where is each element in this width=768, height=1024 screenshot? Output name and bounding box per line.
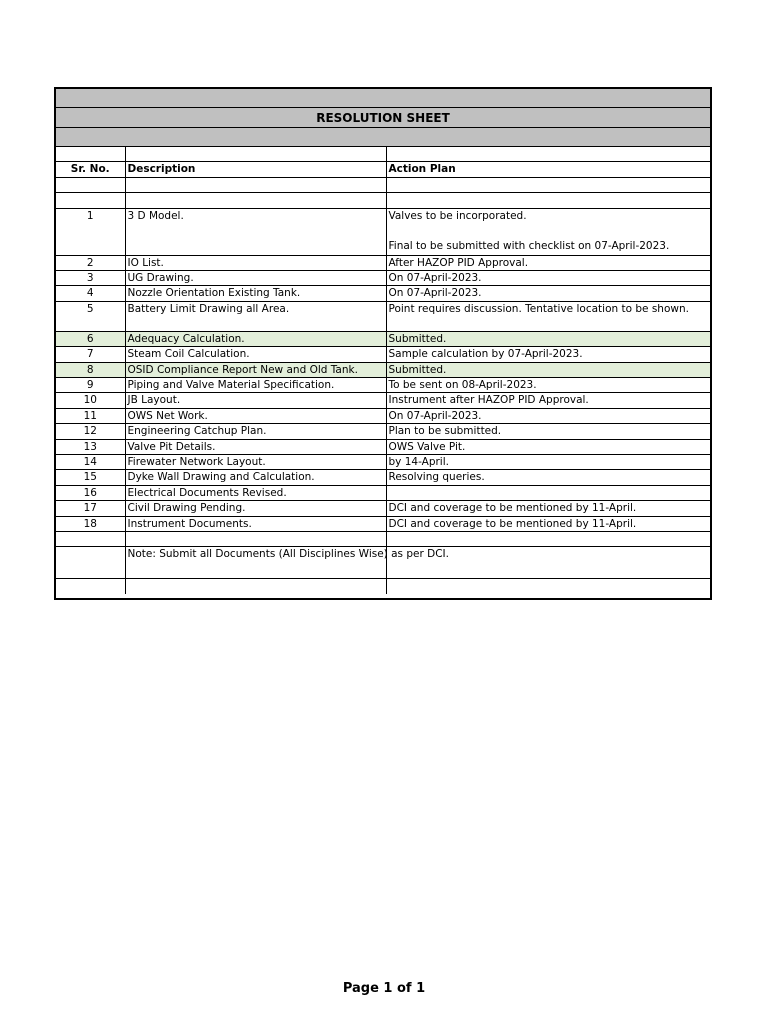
sr-cell: 17 <box>56 501 125 516</box>
table-row <box>56 455 710 470</box>
action-plan-cell: On 07-April-2023. <box>386 286 710 301</box>
table-row <box>56 255 710 270</box>
page-number: Page 1 of 1 <box>342 981 426 996</box>
sr-cell: 15 <box>56 470 125 485</box>
table-row <box>56 424 710 439</box>
description-cell: 3 D Model. <box>125 208 386 255</box>
col-header-sr: Sr. No. <box>56 162 125 177</box>
col-header-action-plan: Action Plan <box>386 162 710 177</box>
sr-cell: 4 <box>56 286 125 301</box>
note-text: Note: Submit all Documents (All Disciplines Wise) as per DCI. <box>125 547 386 579</box>
action-plan-cell <box>386 485 710 500</box>
resolution-table <box>56 147 710 594</box>
description-cell: Firewater Network Layout. <box>125 455 386 470</box>
action-plan-cell <box>386 208 710 255</box>
sr-cell: 16 <box>56 485 125 500</box>
description-cell: OWS Net Work. <box>125 408 386 423</box>
action-plan-cell: On 07-April-2023. <box>386 270 710 285</box>
description-cell: IO List. <box>125 255 386 270</box>
table-row <box>56 516 710 531</box>
sr-cell: 11 <box>56 408 125 423</box>
action-plan-cell: by 14-April. <box>386 455 710 470</box>
description-cell: OSID Compliance Report New and Old Tank. <box>125 362 386 377</box>
blank-row <box>56 579 710 594</box>
sr-cell: 3 <box>56 270 125 285</box>
sr-cell: 6 <box>56 331 125 346</box>
description-cell: JB Layout. <box>125 393 386 408</box>
action-plan-cell: Instrument after HAZOP PID Approval. <box>386 393 710 408</box>
action-plan-cell: Submitted. <box>386 362 710 377</box>
sr-cell: 18 <box>56 516 125 531</box>
description-cell: Engineering Catchup Plan. <box>125 424 386 439</box>
header-band-top <box>56 89 710 108</box>
table-row <box>56 408 710 423</box>
sr-cell: 1 <box>56 208 125 255</box>
sheet-title: RESOLUTION SHEET <box>56 108 710 128</box>
sr-cell: 12 <box>56 424 125 439</box>
description-cell: Dyke Wall Drawing and Calculation. <box>125 470 386 485</box>
sr-cell: 9 <box>56 378 125 393</box>
description-cell: UG Drawing. <box>125 270 386 285</box>
table-row <box>56 286 710 301</box>
description-cell: Piping and Valve Material Specification. <box>125 378 386 393</box>
sr-cell: 5 <box>56 301 125 331</box>
table-row <box>56 362 710 377</box>
action-plan-cell: Resolving queries. <box>386 470 710 485</box>
table-row <box>56 208 710 255</box>
action-plan-cell: On 07-April-2023. <box>386 408 710 423</box>
description-cell: Adequacy Calculation. <box>125 331 386 346</box>
action-plan-cell: DCI and coverage to be mentioned by 11-April. <box>386 501 710 516</box>
sr-cell: 2 <box>56 255 125 270</box>
description-cell: Nozzle Orientation Existing Tank. <box>125 286 386 301</box>
blank-row <box>56 193 710 208</box>
sr-cell: 10 <box>56 393 125 408</box>
note-row <box>56 547 710 579</box>
action-plan-line: Final to be submitted with checklist on 07-April-2023. <box>388 239 670 252</box>
table-row <box>56 485 710 500</box>
description-cell: Battery Limit Drawing all Area. <box>125 301 386 331</box>
description-cell: Electrical Documents Revised. <box>125 485 386 500</box>
table-row <box>56 501 710 516</box>
sr-cell: 7 <box>56 347 125 362</box>
action-plan-cell: Point requires discussion. Tentative location to be shown. <box>386 301 710 331</box>
blank-row <box>56 147 710 162</box>
blank-row <box>56 532 710 547</box>
sr-cell: 13 <box>56 439 125 454</box>
col-header-description: Description <box>125 162 386 177</box>
description-cell: Civil Drawing Pending. <box>125 501 386 516</box>
sr-cell: 8 <box>56 362 125 377</box>
table-row <box>56 270 710 285</box>
header-band-bottom <box>56 128 710 147</box>
action-plan-cell: OWS Valve Pit. <box>386 439 710 454</box>
header-row <box>56 162 710 177</box>
action-plan-cell: DCI and coverage to be mentioned by 11-April. <box>386 516 710 531</box>
blank-row <box>56 177 710 192</box>
action-plan-line: Valves to be incorporated. <box>388 209 527 222</box>
table-row <box>56 378 710 393</box>
description-cell: Instrument Documents. <box>125 516 386 531</box>
sr-cell: 14 <box>56 455 125 470</box>
table-row <box>56 331 710 346</box>
table-row <box>56 393 710 408</box>
description-cell: Valve Pit Details. <box>125 439 386 454</box>
table-row <box>56 347 710 362</box>
action-plan-cell: Sample calculation by 07-April-2023. <box>386 347 710 362</box>
table-row <box>56 470 710 485</box>
resolution-sheet <box>54 87 712 600</box>
action-plan-cell: After HAZOP PID Approval. <box>386 255 710 270</box>
table-row <box>56 439 710 454</box>
table-row <box>56 301 710 331</box>
action-plan-cell: To be sent on 08-April-2023. <box>386 378 710 393</box>
action-plan-cell: Submitted. <box>386 331 710 346</box>
action-plan-cell: Plan to be submitted. <box>386 424 710 439</box>
description-cell: Steam Coil Calculation. <box>125 347 386 362</box>
